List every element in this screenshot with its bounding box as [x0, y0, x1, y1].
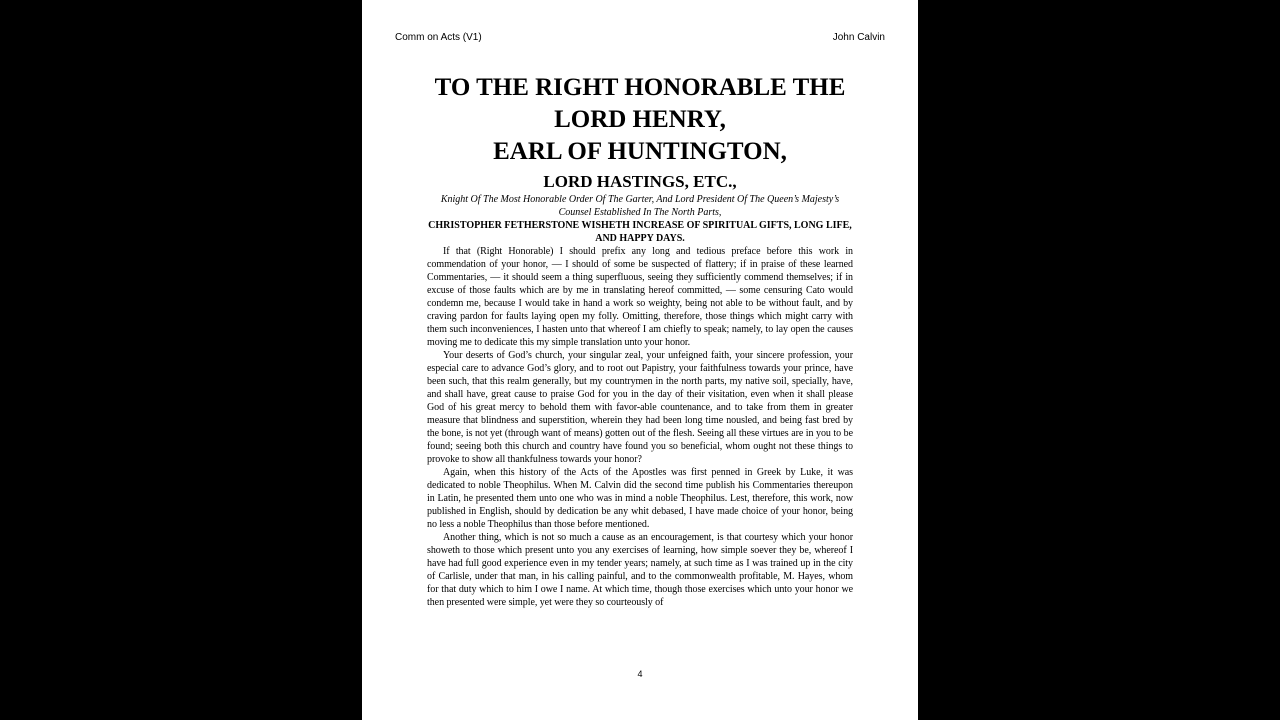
running-header-author: John Calvin	[832, 32, 885, 43]
body-paragraph: If that (Right Honorable) I should prefix any long and tedious preface before this work in commendation of your honor, — I should of some be suspected of flattery; if in praise of these learned Commentaries, — it should seem a thing superfluous, seeing they sufficiently commend themselves; if in excuse of those faults which are by me in translating hereof committed, — some censuring Cato would condemn me, because I would take in hand a work so weighty, being not able to be without fault, and by craving pardon for faults laying open my folly. Omitting, therefore, those things which might carry with them such inconveniences, I hasten unto that whereof I am chiefly to speak; namely, to lay open the causes moving me to dedicate this my simple translation unto your honor.	[427, 246, 853, 348]
body-paragraph: Another thing, which is not so much a cause as an encouragement, is that courtesy which your honor showeth to those which present unto you any exercises of learning, how simple soever they be, whereof I have had full good experience even in my tender years; namely, at such time as I was trained up in the city of Carlisle, under that man, in his calling painful, and to the commonwealth profitable, M. Hayes, whom for that duty which to him I owe I name. At which time, though those exercises which unto your honor we then presented were simple, yet were they so courteously of	[427, 532, 853, 608]
page-number: 4	[637, 669, 643, 679]
dedication-subtitle: Knight Of The Most Honorable Order Of The Garter, And Lord President Of The Queen’s Majesty’s Counsel Established In The North Parts,	[440, 194, 840, 218]
body-paragraph: Again, when this history of the Acts of the Apostles was first penned in Greek by Luke, it was dedicated to noble Theophilus. When M. Calvin did the second time publish his Commentaries thereupon in Latin, he presented them unto one who was in mind a noble Theophilus. Lest, therefore, this work, now published in English, should by dedication be any whit debased, I have made choice of your honor, being no less a noble Theophilus than those before mentioned.	[427, 467, 853, 530]
page-content	[427, 72, 853, 609]
title-line-2: LORD HENRY,	[554, 106, 726, 133]
title-line-3: EARL OF HUNTINGTON,	[493, 138, 787, 165]
title-line-4: LORD HASTINGS, ETC.,	[543, 172, 737, 191]
title-line-1: TO THE RIGHT HONORABLE THE	[434, 74, 846, 101]
dedication-heading: CHRISTOPHER FETHERSTONE WISHETH INCREASE OF SPIRITUAL GIFTS, LONG LIFE, AND HAPPY DAYS.	[428, 220, 852, 244]
body-paragraph: Your deserts of God’s church, your singular zeal, your unfeigned faith, your sincere profession, your especial care to advance God’s glory, and to root out Papistry, your faithfulness towards your prince, have been such, that this realm generally, but my countrymen in the north parts, my native soil, specially, have, and shall have, great cause to praise God for you in the day of their visitation, even when it shall please God of his great mercy to behold them with favor-able countenance, and to take from them in greater measure that blindness and superstition, wherein they had been long time nousled, and being fast bred by the bone, is not yet (through want of means) gotten out of the flesh. Seeing all these virtues are in you to be found; seeing both this church and country have found you so beneficial, whom ought not these things to provoke to show all thankfulness towards your honor?	[427, 350, 853, 465]
document-page	[362, 0, 918, 720]
running-header-title: Comm on Acts (V1)	[395, 32, 482, 43]
